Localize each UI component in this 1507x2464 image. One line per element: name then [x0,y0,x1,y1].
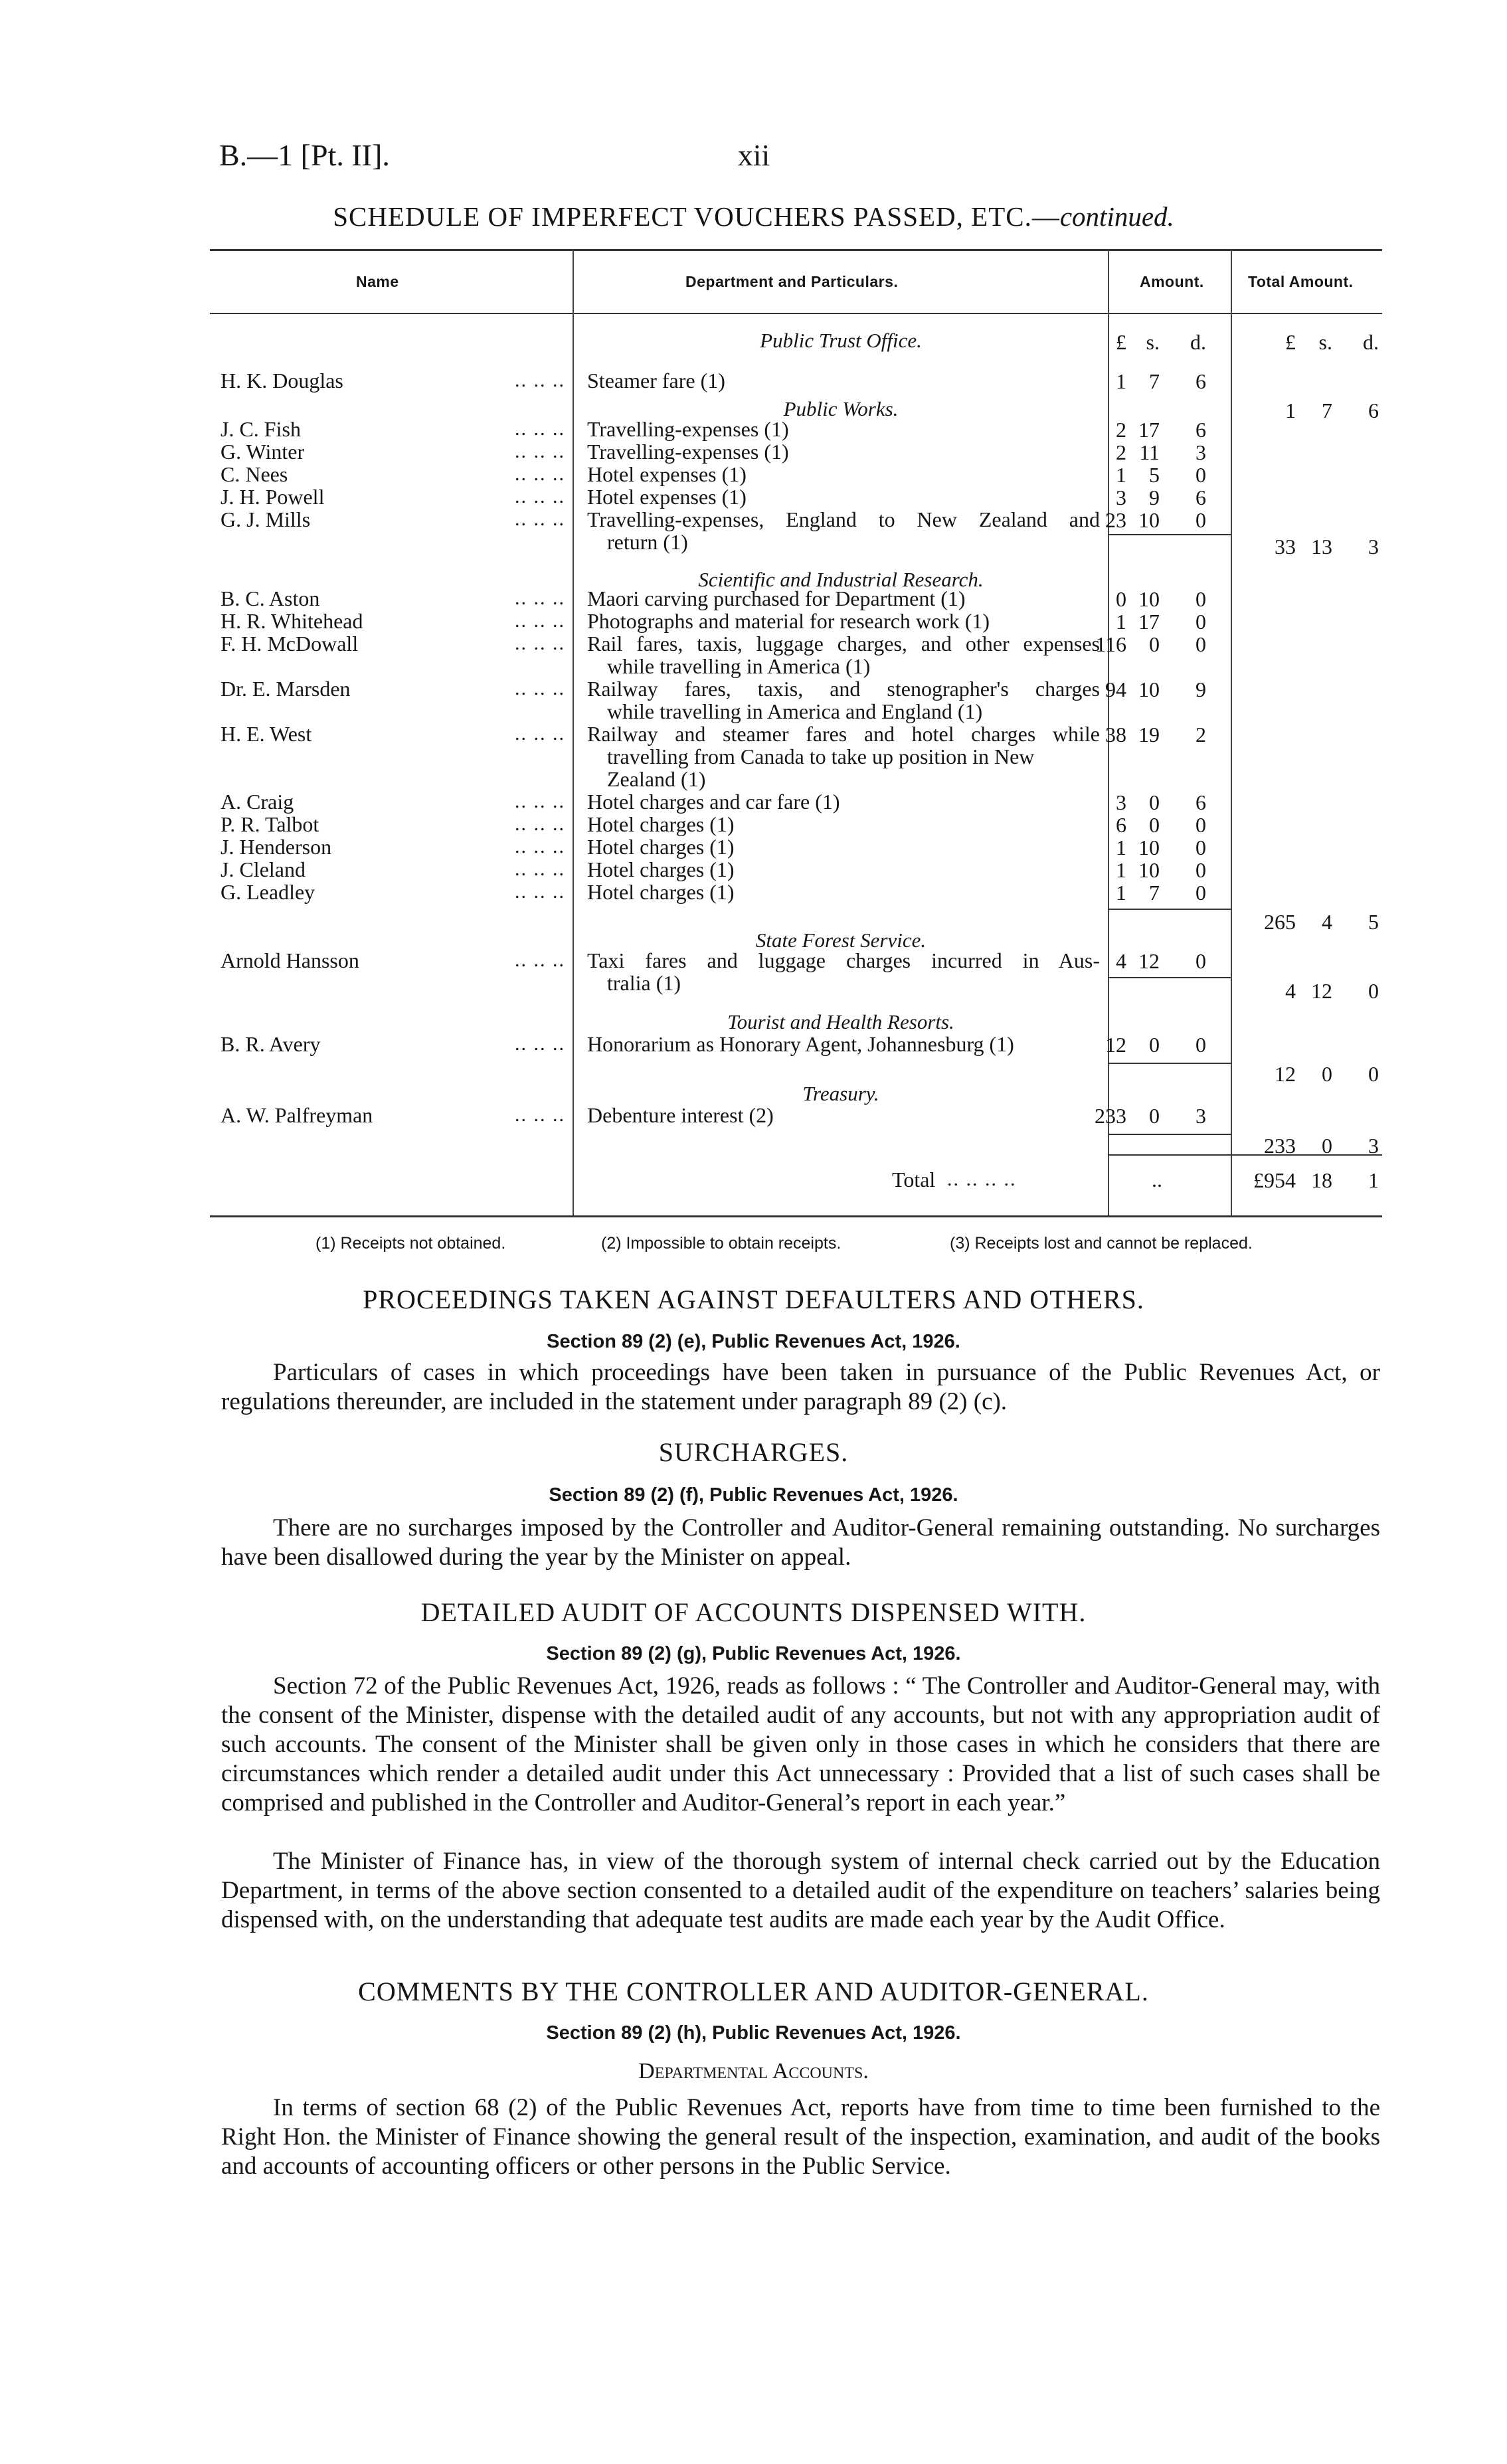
amount-cell-s: 10 [1138,677,1160,701]
subheading-departmental-accounts: Departmental Accounts. [638,2059,869,2083]
name-cell: A. Craig [221,790,294,814]
amount-cell-d: 0 [1196,836,1206,859]
subtotal-cell-s: 0 [1322,1062,1332,1086]
page-reference: B.—1 [Pt. II]. [219,138,390,172]
section-title: Tourist and Health Resorts. [727,1010,954,1033]
name-leader-dots: .. .. .. [515,369,565,391]
grand-total-cell-l: £954 [1253,1168,1296,1192]
amount-cell-d: 0 [1196,463,1206,487]
particulars-line: return (1) [607,530,688,554]
heading-detailed-audit: DETAILED AUDIT OF ACCOUNTS DISPENSED WITH. [420,1597,1087,1627]
name-leader-dots: .. .. .. [515,858,565,880]
amount-cell-d: 3 [1196,1104,1206,1128]
name-cell: H. R. Whitehead [221,609,363,633]
subheading-section-89g: Section 89 (2) (g), Public Revenues Act, 1926. [546,1643,961,1664]
amount-cell-d: 3 [1196,440,1206,464]
subtotal-cell-s: 7 [1322,398,1332,422]
name-leader-dots: .. .. .. [515,677,565,699]
amount-unit-s: s. [1146,330,1160,354]
particulars-line: Debenture interest (2) [587,1103,774,1127]
section-title: State Forest Service. [755,928,927,952]
name-cell: J. Cleland [221,857,306,881]
amount-cell-l: 1 [1116,836,1126,859]
name-leader-dots: .. .. .. [515,440,565,462]
grand-total-cell-s: 18 [1311,1168,1332,1192]
amount-cell-d: 2 [1196,723,1206,747]
name-leader-dots: .. .. .. [515,587,565,609]
amount-cell-s: 0 [1149,632,1160,656]
grand-total-cell-d: 1 [1368,1168,1379,1192]
amount-cell-s: 10 [1138,587,1160,611]
name-cell: J. C. Fish [221,417,301,441]
amount-cell-s: 7 [1149,369,1160,393]
name-leader-dots: .. .. .. [515,881,565,903]
subheading-section-89h: Section 89 (2) (h), Public Revenues Act, 1926. [546,2022,961,2044]
name-cell: Arnold Hansson [221,948,359,972]
amount-cell-l: 94 [1105,677,1126,701]
amount-cell-d: 0 [1196,813,1206,837]
subtotal-cell-s: 13 [1311,535,1332,559]
particulars-line: Hotel charges (1) [587,857,735,881]
name-leader-dots: .. .. .. [515,1104,565,1126]
particulars-line: Travelling-expenses (1) [587,440,789,464]
col-header-amount: Amount. [1140,273,1204,290]
total-rule-total [1231,1154,1382,1156]
amount-cell-l: 1 [1116,858,1126,882]
amount-cell-d: 0 [1196,949,1206,973]
name-leader-dots: .. .. .. [515,632,565,654]
header-bottom-rule [210,313,1382,314]
name-cell: C. Nees [221,462,288,486]
amount-cell-l: 0 [1116,587,1126,611]
particulars-line: Taxi fares and luggage charges incurred in Aus- [587,948,1100,972]
amount-cell-l: 23 [1105,508,1126,532]
name-leader-dots: .. .. .. [515,836,565,857]
name-leader-dots: .. .. .. [515,1033,565,1055]
total-amount-placeholder: .. [1152,1168,1162,1191]
amount-cell-s: 10 [1138,508,1160,532]
name-leader-dots: .. .. .. [515,723,565,745]
amount-cell-l: 4 [1116,949,1126,973]
total-rule-amount [1108,1154,1231,1156]
subtotal-cell-s: 12 [1311,979,1332,1003]
page-number: xii [737,138,770,172]
name-leader-dots: .. .. .. [515,418,565,440]
amount-cell-s: 19 [1138,723,1160,747]
total-leader-dots: .. .. .. .. [947,1168,1017,1190]
page-header [0,137,1507,177]
amount-cell-l: 116 [1095,632,1126,656]
amount-cell-l: 233 [1095,1104,1126,1128]
particulars-line: Hotel expenses (1) [587,485,747,509]
amount-cell-d: 0 [1196,1033,1206,1057]
particulars-line: Hotel charges (1) [587,880,735,904]
particulars-line: while travelling in America and England (1) [607,699,983,723]
name-cell: A. W. Palfreyman [221,1103,373,1127]
name-cell: J. H. Powell [221,485,325,509]
amount-cell-l: 1 [1116,881,1126,905]
amount-cell-d: 6 [1196,485,1206,509]
footnote-1: (1) Receipts not obtained. [315,1234,506,1253]
particulars-line: travelling from Canada to take up position in New [607,745,1035,768]
amount-cell-d: 0 [1196,587,1206,611]
amount-cell-s: 5 [1149,463,1160,487]
name-cell: G. Leadley [221,880,315,904]
amount-cell-d: 0 [1196,632,1206,656]
col-header-name: Name [356,273,399,290]
particulars-line: Railway and steamer fares and hotel charges while [587,722,1100,746]
particulars-line: tralia (1) [607,971,681,995]
amount-cell-l: 3 [1116,790,1126,814]
amount-cell-s: 0 [1149,1033,1160,1057]
name-leader-dots: .. .. .. [515,485,565,507]
name-leader-dots: .. .. .. [515,813,565,835]
particulars-line: Honorarium as Honorary Agent, Johannesburg (1) [587,1032,1014,1056]
footnote-3: (3) Receipts lost and cannot be replaced. [950,1234,1253,1253]
amount-cell-d: 6 [1196,790,1206,814]
footnote-2: (2) Impossible to obtain receipts. [601,1234,842,1253]
name-cell: Dr. E. Marsden [221,677,351,701]
particulars-line: Photographs and material for research work (1) [587,609,990,633]
subtotal-cell-d: 6 [1368,398,1379,422]
amount-cell-d: 6 [1196,369,1206,393]
amount-cell-l: 3 [1116,485,1126,509]
subtotal-cell-d: 0 [1368,1062,1379,1086]
amount-cell-l: 6 [1116,813,1126,837]
section-title: Public Works. [783,397,899,420]
particulars-line: Steamer fare (1) [587,369,725,393]
col-header-dept: Department and Particulars. [685,273,899,290]
amount-cell-s: 0 [1149,813,1160,837]
amount-unit-d: d. [1190,330,1206,354]
total-unit-s: s. [1318,330,1332,354]
particulars-line: Hotel charges and car fare (1) [587,790,840,814]
amount-cell-d: 9 [1196,677,1206,701]
subtotal-cell-s: 0 [1322,1134,1332,1158]
subheading-section-89f: Section 89 (2) (f), Public Revenues Act, 1926. [549,1484,958,1506]
paragraph-minister-finance: The Minister of Finance has, in view of the thorough system of internal check carried out by the Education Department, in terms of the above section consented to a detailed audit of the expenditure on teachers’ salaries being dispensed with, on the understanding that adequate test audits are made each year by the Audit Office. [221,1848,1380,1933]
paragraph-surcharges: There are no surcharges imposed by the Controller and Auditor-General remaining outstanding. No surcharges have been disallowed during the year by the Minister on appeal. [221,1514,1380,1571]
heading-comments: COMMENTS BY THE CONTROLLER AND AUDITOR-GENERAL. [358,1977,1149,2006]
particulars-line: Zealand (1) [607,767,706,791]
amount-cell-l: 1 [1116,610,1126,634]
subtotal-cell-l: 233 [1264,1134,1296,1158]
particulars-line: Maori carving purchased for Department (1) [587,586,966,610]
subheading-section-89e: Section 89 (2) (e), Public Revenues Act, 1926. [547,1331,960,1352]
amount-cell-s: 17 [1138,610,1160,634]
name-cell: P. R. Talbot [221,812,319,836]
amount-cell-d: 0 [1196,881,1206,905]
paragraph-section-72: Section 72 of the Public Revenues Act, 1926, reads as follows : “ The Controller and Auditor-General may, with the consent of the Minister, dispense with the detailed audit of any accounts, but not with any appropriation audit of such accounts. The consent of the Minister shall be given only in those cases in which he considers that there are circumstances which render a detailed audit under this Act unnecessary : Provided that a list of such cases shall be comprised and published in the Controller and Auditor-General’s report in each year.” [221,1672,1380,1816]
name-leader-dots: .. .. .. [515,610,565,632]
amount-cell-d: 0 [1196,508,1206,532]
amount-unit-l: £ [1116,330,1126,354]
total-unit-l: £ [1285,330,1296,354]
heading-proceedings: PROCEEDINGS TAKEN AGAINST DEFAULTERS AND OTHERS. [363,1284,1144,1314]
amount-cell-s: 11 [1139,440,1160,464]
subtotal-cell-s: 4 [1322,910,1332,934]
amount-cell-s: 10 [1138,858,1160,882]
amount-cell-l: 1 [1116,369,1126,393]
col-header-total: Total Amount. [1248,273,1354,290]
name-leader-dots: .. .. .. [515,790,565,812]
amount-cell-s: 17 [1138,418,1160,442]
subtotal-cell-d: 5 [1368,910,1379,934]
name-leader-dots: .. .. .. [515,508,565,530]
schedule-title-text: SCHEDULE OF IMPERFECT VOUCHERS PASSED, ETC.— [333,201,1060,232]
amount-cell-d: 0 [1196,858,1206,882]
section-title: Treasury. [802,1082,879,1105]
table-bottom-rule [210,1215,1382,1217]
heading-surcharges: SURCHARGES. [658,1437,849,1467]
amount-cell-s: 7 [1149,881,1160,905]
particulars-line: Rail fares, taxis, luggage charges, and other expenses [587,632,1100,656]
name-cell: G. Winter [221,440,305,464]
name-cell: H. K. Douglas [221,369,343,393]
name-cell: B. R. Avery [221,1032,321,1056]
schedule-title-suffix: continued. [1059,201,1174,232]
subtotal-cell-d: 0 [1368,979,1379,1003]
amount-cell-s: 0 [1149,1104,1160,1128]
subtotal-cell-l: 265 [1264,910,1296,934]
subtotal-cell-l: 12 [1275,1062,1296,1086]
amount-cell-l: 2 [1116,440,1126,464]
subtotal-cell-l: 4 [1285,979,1296,1003]
particulars-line: Travelling-expenses (1) [587,417,789,441]
schedule-title [0,201,1507,232]
particulars-line: while travelling in America (1) [607,654,871,678]
amount-cell-l: 12 [1105,1033,1126,1057]
name-leader-dots: .. .. .. [515,949,565,971]
amount-cell-d: 6 [1196,418,1206,442]
subtotal-cell-l: 33 [1275,535,1296,559]
amount-cell-s: 12 [1138,949,1160,973]
particulars-line: Hotel charges (1) [587,812,735,836]
subtotal-cell-d: 3 [1368,1134,1379,1158]
amount-subtotal-rule [1108,977,1231,978]
amount-cell-l: 2 [1116,418,1126,442]
footnotes [0,1234,1507,1261]
particulars-line: Hotel expenses (1) [587,462,747,486]
total-unit-d: d. [1363,330,1379,354]
schedule-table [210,249,1382,1239]
amount-cell-d: 0 [1196,610,1206,634]
amount-cell-l: 38 [1105,723,1126,747]
particulars-line: Hotel charges (1) [587,835,735,859]
name-cell: F. H. McDowall [221,632,359,656]
section-title: Scientific and Industrial Research. [698,568,984,591]
subtotal-cell-l: 1 [1285,398,1296,422]
amount-cell-s: 10 [1138,836,1160,859]
paragraph-proceedings: Particulars of cases in which proceedings have been taken in pursuance of the Public Revenues Act, or regulations thereunder, are included in the statement under paragraph 89 (2) (c). [221,1359,1380,1415]
section-title: Public Trust Office. [760,329,922,352]
name-leader-dots: .. .. .. [515,463,565,485]
table-top-rule [210,249,1382,251]
name-cell: H. E. West [221,722,312,746]
name-cell: G. J. Mills [221,507,311,531]
name-cell: B. C. Aston [221,586,320,610]
particulars-line: Railway fares, taxis, and stenographer's charges [587,677,1100,701]
paragraph-departmental-accounts: In terms of section 68 (2) of the Public Revenues Act, reports have from time to time been furnished to the Right Hon. the Minister of Finance showing the general result of the inspection, examination, and audit of the books and accounts of accounting officers or other persons in the Public Service. [221,2094,1380,2180]
amount-cell-s: 9 [1149,485,1160,509]
amount-cell-s: 0 [1149,790,1160,814]
total-label: Total [892,1168,936,1191]
particulars-line: Travelling-expenses, England to New Zealand and [587,507,1100,531]
subtotal-cell-d: 3 [1368,535,1379,559]
amount-cell-l: 1 [1116,463,1126,487]
name-cell: J. Henderson [221,835,332,859]
